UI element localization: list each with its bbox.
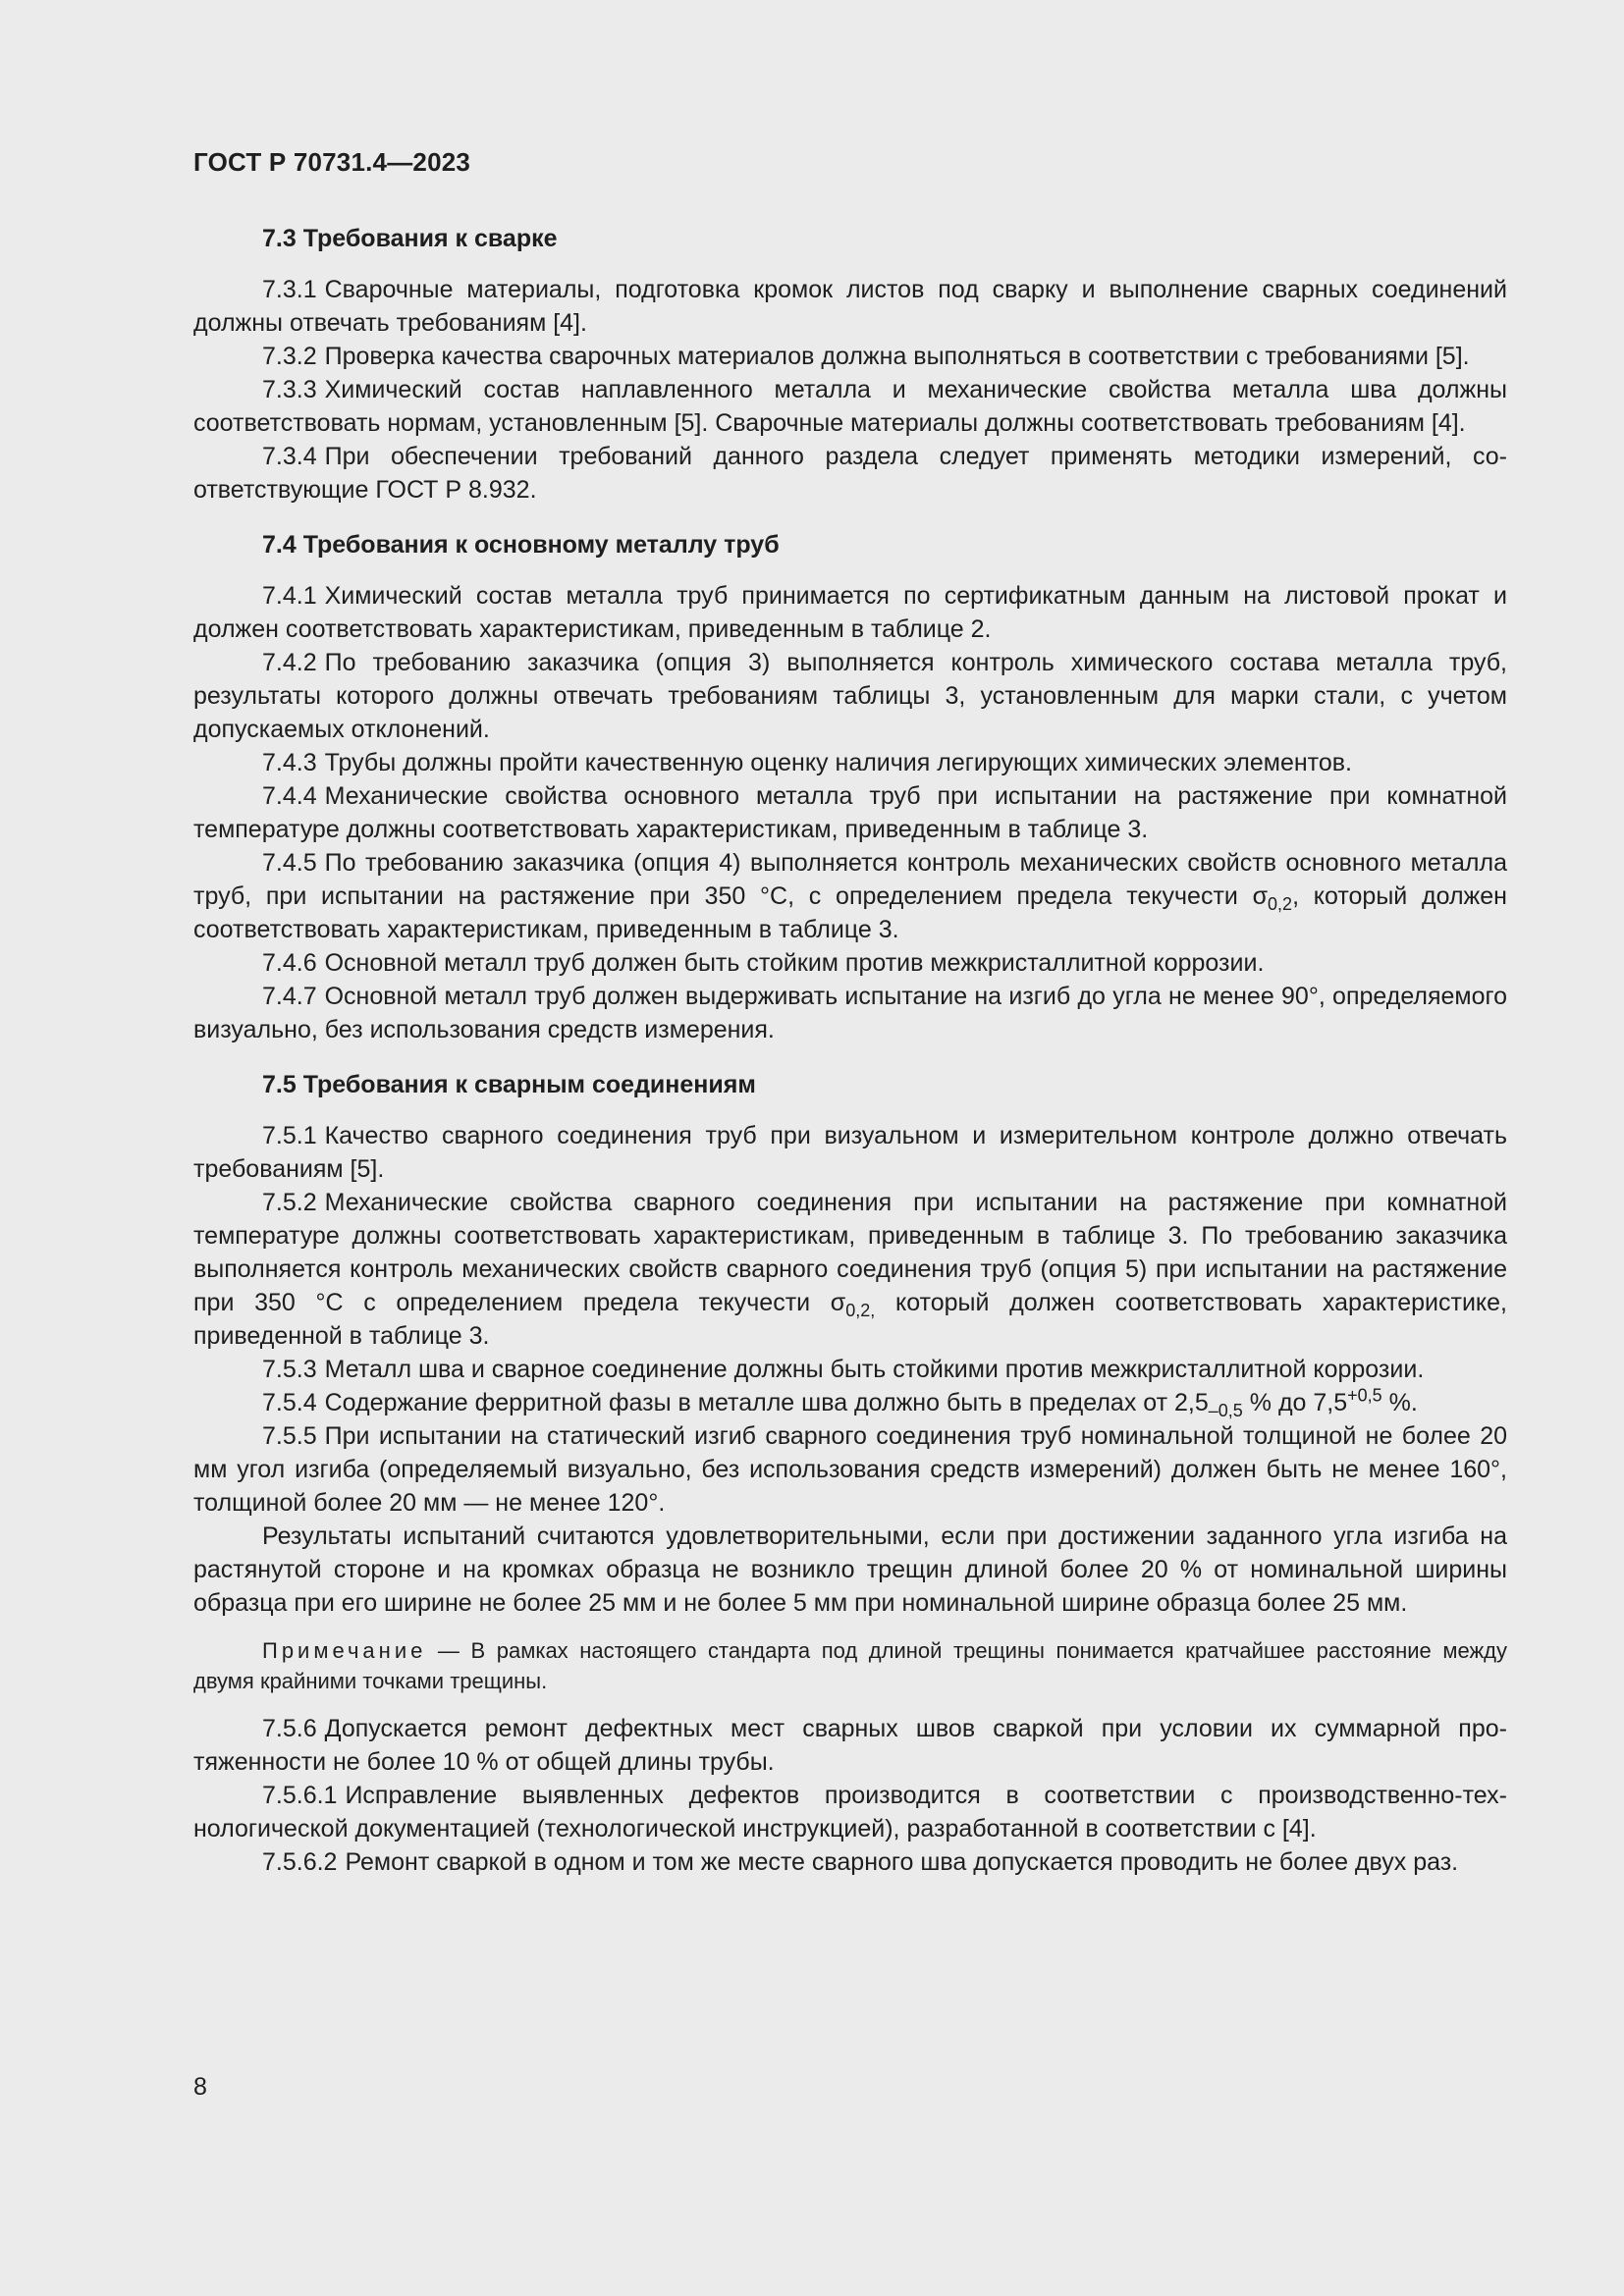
- paragraph-7-4-1: 7.4.1 Химический состав металла труб принимается по сертификатным данным на листовой прокат и должен соответствовать характеристикам, приведенным в таблице 2.: [193, 582, 1507, 643]
- paragraph-7-5-2: 7.5.2 Механические свойства сварного соединения при испытании на растяжение при комнатной температуре должны соответствовать характеристикам, приведенным в таблице 3. По требованию заказчика выполняется контроль механических свойств сварного соединения труб (опция 5) при испытании на растяжение при 350 °С с определением предела текучести $\sigma_{0,2,}$ который должен соответствовать характеристике, приведенной в таблице 3.: [193, 1189, 1507, 1350]
- note: [193, 1635, 1507, 1696]
- paragraph-7-5-5-results: Результаты испытаний считаются удовлетворительными, если при достижении заданного угла изгиба на растянутой стороне и на кромках образца не возникло трещин длиной более 20 % от номинальной ширины образца при его ширине не более 25 мм и не более 5 мм при номинальной ширине образца более 25 мм.: [193, 1522, 1507, 1617]
- paragraph-7-3-3: 7.3.3 Химический состав наплавленного металла и механические свойства металла шва должны соответствовать нормам, установленным [5]. Сварочные материалы должны соответствовать требованиям [4].: [193, 376, 1507, 437]
- paragraph-7-4-3: 7.4.3 Трубы должны пройти качественную оценку наличия легирующих химических элементов.: [262, 749, 1352, 776]
- paragraph-7-5-6: 7.5.6 Допускается ремонт дефектных мест сварных швов сваркой при условии их суммарной протяженности не более 10 % от общей длины трубы.: [193, 1715, 1507, 1776]
- paragraph-7-5-3: 7.5.3 Металл шва и сварное соединение должны быть стойкими против межкристаллитной коррозии.: [262, 1356, 1425, 1383]
- paragraph-7-5-5: 7.5.5 При испытании на статический изгиб сварного соединения труб номинальной толщиной не более 20 мм угол изгиба (определяемый визуально, без использования средств измерений) должен быть не менее 160°, толщиной более 20 мм — не менее 120°.: [193, 1422, 1507, 1517]
- paragraph-7-5-6-1: 7.5.6.1 Исправление выявленных дефектов производится в соответствии с производственно-технологической документацией (технологической инструкцией), разработанной в соответствии с [4].: [193, 1782, 1507, 1842]
- note-label: Примечание: [262, 1638, 427, 1663]
- paragraph-7-4-5: 7.4.5 По требованию заказчика (опция 4) выполняется контроль механических свойств основного металла труб, при испытании на растяжение при 350 °С, с определением предела текучести $\sigma_{0,2}$, который должен соответствовать характеристикам, приведенным в таблице 3.: [193, 849, 1507, 943]
- page-number: 8: [193, 2073, 207, 2101]
- paragraph-7-5-1: 7.5.1 Качество сварного соединения труб при визуальном и измерительном контроле должно отвечать требованиям [5].: [193, 1122, 1507, 1183]
- section-title-7-5: 7.5 Требования к сварным соединениям: [262, 1071, 756, 1098]
- section-title-7-4: 7.4 Требования к основному металлу труб: [262, 531, 780, 559]
- document-body: [193, 222, 1507, 1879]
- paragraph-7-4-2: 7.4.2 По требованию заказчика (опция 3) выполняется контроль химического состава металла труб, результаты которого должны отвечать требованиям таблицы 3, установленным для марки стали, с учетом допускаемых отклонений.: [193, 649, 1507, 743]
- paragraph-7-3-1: 7.3.1 Сварочные материалы, подготовка кромок листов под сварку и выполнение сварных соединений должны отвечать требованиям [4].: [193, 276, 1507, 337]
- section-title-7-3: 7.3 Требования к сварке: [262, 225, 558, 252]
- paragraph-7-3-4: 7.3.4 При обеспечении требований данного раздела следует применять методики измерений, соответствующие ГОСТ Р 8.932.: [193, 443, 1507, 504]
- paragraph-7-4-7: 7.4.7 Основной металл труб должен выдерживать испытание на изгиб до угла не менее 90°, определяемого визуально, без использования средств измерения.: [193, 983, 1507, 1043]
- paragraph-7-5-4: 7.5.4 Содержание ферритной фазы в металле шва должно быть в пределах от $2,5_{-0,5}$ % до $7,5^{+0,5}$ %.: [262, 1385, 1418, 1420]
- document-code-header: ГОСТ Р 70731.4—2023: [193, 147, 471, 177]
- paragraph-7-4-4: 7.4.4 Механические свойства основного металла труб при испытании на растяжение при комнатной температуре должны соответствовать характеристикам, приведенным в таблице 3.: [193, 782, 1507, 843]
- paragraph-7-5-6-2: 7.5.6.2 Ремонт сваркой в одном и том же месте сварного шва допускается проводить не более двух раз.: [262, 1848, 1459, 1876]
- note-text: — В рамках настоящего стандарта под длиной трещины понимается кратчайшее расстояние между двумя крайними точками трещины.: [193, 1638, 1507, 1693]
- paragraph-7-4-6: 7.4.6 Основной металл труб должен быть стойким против межкристаллитной коррозии.: [262, 949, 1265, 977]
- paragraph-7-3-2: 7.3.2 Проверка качества сварочных материалов должна выполняться в соответствии с требованиями [5].: [262, 343, 1470, 370]
